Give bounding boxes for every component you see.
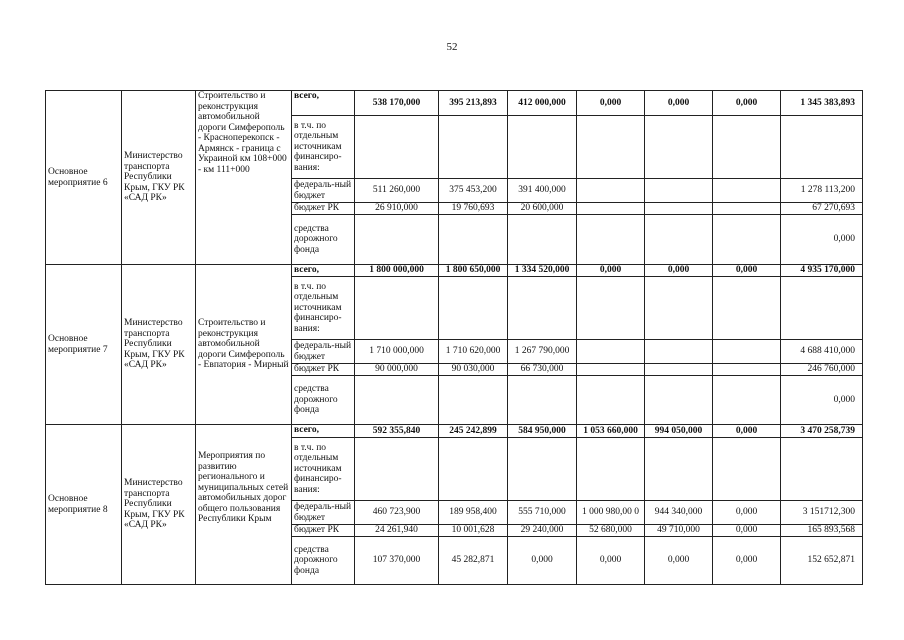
year-value-cell xyxy=(508,277,577,340)
funding-source-label: в т.ч. по отдельным источникам финансиро-вания: xyxy=(292,438,355,501)
year-value-cell: 412 000,000 xyxy=(508,91,577,116)
responsible-organization: Министерство транспорта Республики Крым, ГКУ РК «САД РК» xyxy=(122,425,196,585)
table-row xyxy=(46,91,863,116)
year-value-cell: 375 453,200 xyxy=(439,179,508,203)
year-value-cell xyxy=(645,215,713,265)
measure-name: Основное мероприятие 7 xyxy=(46,265,122,425)
table-row xyxy=(46,425,863,438)
year-value-cell xyxy=(508,376,577,425)
year-value-cell: 245 242,899 xyxy=(439,425,508,438)
year-value-cell: 1 800 650,000 xyxy=(439,265,508,277)
year-value-cell xyxy=(713,203,781,215)
year-value-cell: 19 760,693 xyxy=(439,203,508,215)
year-value-cell: 511 260,000 xyxy=(355,179,439,203)
year-value-cell xyxy=(577,116,645,179)
funding-source-label: средства дорожного фонда xyxy=(292,215,355,265)
year-value-cell xyxy=(713,116,781,179)
funding-source-label: федераль-ный бюджет xyxy=(292,179,355,203)
year-value-cell: 0,000 xyxy=(508,537,577,585)
table-row xyxy=(46,265,863,277)
year-value-cell xyxy=(439,215,508,265)
year-value-cell: 391 400,000 xyxy=(508,179,577,203)
funding-source-label: средства дорожного фонда xyxy=(292,376,355,425)
total-value-cell: 152 652,871 xyxy=(781,537,863,585)
year-value-cell: 1 710 000,000 xyxy=(355,340,439,364)
year-value-cell xyxy=(645,203,713,215)
measure-description: Мероприятия по развитию регионального и муниципальных сетей автомобильных дорог общего пользования Республики Крым xyxy=(196,425,292,585)
year-value-cell: 1 334 520,000 xyxy=(508,265,577,277)
year-value-cell: 90 030,000 xyxy=(439,364,508,376)
year-value-cell: 555 710,000 xyxy=(508,501,577,525)
year-value-cell: 0,000 xyxy=(713,425,781,438)
responsible-organization: Министерство транспорта Республики Крым, ГКУ РК «САД РК» xyxy=(122,265,196,425)
year-value-cell xyxy=(577,340,645,364)
financing-table xyxy=(45,90,863,585)
year-value-cell: 584 950,000 xyxy=(508,425,577,438)
total-value-cell xyxy=(781,277,863,340)
year-value-cell xyxy=(439,376,508,425)
year-value-cell: 0,000 xyxy=(577,265,645,277)
year-value-cell: 994 050,000 xyxy=(645,425,713,438)
year-value-cell: 26 910,000 xyxy=(355,203,439,215)
total-value-cell: 4 935 170,000 xyxy=(781,265,863,277)
year-value-cell: 10 001,628 xyxy=(439,525,508,537)
year-value-cell xyxy=(439,438,508,501)
total-value-cell: 3 470 258,739 xyxy=(781,425,863,438)
funding-source-label: в т.ч. по отдельным источникам финансиро-вания: xyxy=(292,277,355,340)
year-value-cell: 0,000 xyxy=(713,537,781,585)
year-value-cell: 1 000 980,00 0 xyxy=(577,501,645,525)
year-value-cell xyxy=(645,438,713,501)
funding-source-label: всего, xyxy=(292,265,355,277)
year-value-cell: 29 240,000 xyxy=(508,525,577,537)
year-value-cell xyxy=(508,215,577,265)
funding-source-label: в т.ч. по отдельным источникам финансиро-вания: xyxy=(292,116,355,179)
year-value-cell xyxy=(355,116,439,179)
total-value-cell: 4 688 410,000 xyxy=(781,340,863,364)
year-value-cell xyxy=(645,340,713,364)
year-value-cell: 20 600,000 xyxy=(508,203,577,215)
year-value-cell xyxy=(439,277,508,340)
year-value-cell xyxy=(577,376,645,425)
total-value-cell: 1 278 113,200 xyxy=(781,179,863,203)
year-value-cell xyxy=(713,340,781,364)
total-value-cell xyxy=(781,438,863,501)
year-value-cell xyxy=(577,215,645,265)
year-value-cell: 189 958,400 xyxy=(439,501,508,525)
year-value-cell xyxy=(713,438,781,501)
year-value-cell xyxy=(577,277,645,340)
total-value-cell: 0,000 xyxy=(781,376,863,425)
year-value-cell: 0,000 xyxy=(645,537,713,585)
year-value-cell: 592 355,840 xyxy=(355,425,439,438)
total-value-cell: 0,000 xyxy=(781,215,863,265)
year-value-cell xyxy=(713,215,781,265)
year-value-cell: 0,000 xyxy=(713,501,781,525)
year-value-cell: 0,000 xyxy=(577,91,645,116)
year-value-cell: 0,000 xyxy=(713,265,781,277)
total-value-cell: 1 345 383,893 xyxy=(781,91,863,116)
year-value-cell: 52 680,000 xyxy=(577,525,645,537)
funding-source-label: бюджет РК xyxy=(292,203,355,215)
year-value-cell xyxy=(355,376,439,425)
total-value-cell: 67 270,693 xyxy=(781,203,863,215)
year-value-cell: 1 053 660,000 xyxy=(577,425,645,438)
funding-source-label: федераль-ный бюджет xyxy=(292,340,355,364)
funding-source-label: средства дорожного фонда xyxy=(292,537,355,585)
year-value-cell xyxy=(439,116,508,179)
year-value-cell: 66 730,000 xyxy=(508,364,577,376)
total-value-cell: 246 760,000 xyxy=(781,364,863,376)
year-value-cell xyxy=(577,179,645,203)
year-value-cell xyxy=(645,376,713,425)
funding-source-label: бюджет РК xyxy=(292,525,355,537)
measure-description: Строительство и реконструкция автомобильной дороги Симферополь - Красноперекопск - Армянск - граница с Украиной км 108+000 - км 111+000 xyxy=(196,91,292,265)
year-value-cell xyxy=(577,364,645,376)
year-value-cell xyxy=(713,376,781,425)
responsible-organization: Министерство транспорта Республики Крым, ГКУ РК «САД РК» xyxy=(122,91,196,265)
year-value-cell: 1 710 620,000 xyxy=(439,340,508,364)
year-value-cell: 944 340,000 xyxy=(645,501,713,525)
year-value-cell: 24 261,940 xyxy=(355,525,439,537)
year-value-cell: 0,000 xyxy=(645,265,713,277)
total-value-cell: 3 151712,300 xyxy=(781,501,863,525)
page-number: 52 xyxy=(446,41,458,53)
funding-source-label: федераль-ный бюджет xyxy=(292,501,355,525)
year-value-cell: 90 000,000 xyxy=(355,364,439,376)
year-value-cell xyxy=(355,215,439,265)
year-value-cell: 45 282,871 xyxy=(439,537,508,585)
year-value-cell: 460 723,900 xyxy=(355,501,439,525)
year-value-cell xyxy=(508,438,577,501)
year-value-cell: 1 800 000,000 xyxy=(355,265,439,277)
year-value-cell: 0,000 xyxy=(713,91,781,116)
funding-source-label: бюджет РК xyxy=(292,364,355,376)
year-value-cell xyxy=(508,116,577,179)
year-value-cell: 0,000 xyxy=(577,537,645,585)
year-value-cell: 49 710,000 xyxy=(645,525,713,537)
measure-description: Строительство и реконструкция автомобильной дороги Симферополь - Евпатория - Мирный xyxy=(196,265,292,425)
year-value-cell xyxy=(645,277,713,340)
year-value-cell: 538 170,000 xyxy=(355,91,439,116)
year-value-cell: 395 213,893 xyxy=(439,91,508,116)
measure-name: Основное мероприятие 6 xyxy=(46,91,122,265)
year-value-cell xyxy=(713,277,781,340)
year-value-cell xyxy=(355,438,439,501)
year-value-cell xyxy=(645,179,713,203)
total-value-cell: 165 893,568 xyxy=(781,525,863,537)
year-value-cell xyxy=(577,438,645,501)
year-value-cell xyxy=(645,364,713,376)
total-value-cell xyxy=(781,116,863,179)
year-value-cell: 0,000 xyxy=(645,91,713,116)
measure-name: Основное мероприятие 8 xyxy=(46,425,122,585)
funding-source-label: всего, xyxy=(292,425,355,438)
year-value-cell xyxy=(577,203,645,215)
year-value-cell xyxy=(713,364,781,376)
funding-source-label: всего, xyxy=(292,91,355,116)
year-value-cell: 0,000 xyxy=(713,525,781,537)
year-value-cell: 107 370,000 xyxy=(355,537,439,585)
year-value-cell xyxy=(713,179,781,203)
year-value-cell xyxy=(645,116,713,179)
year-value-cell: 1 267 790,000 xyxy=(508,340,577,364)
year-value-cell xyxy=(355,277,439,340)
